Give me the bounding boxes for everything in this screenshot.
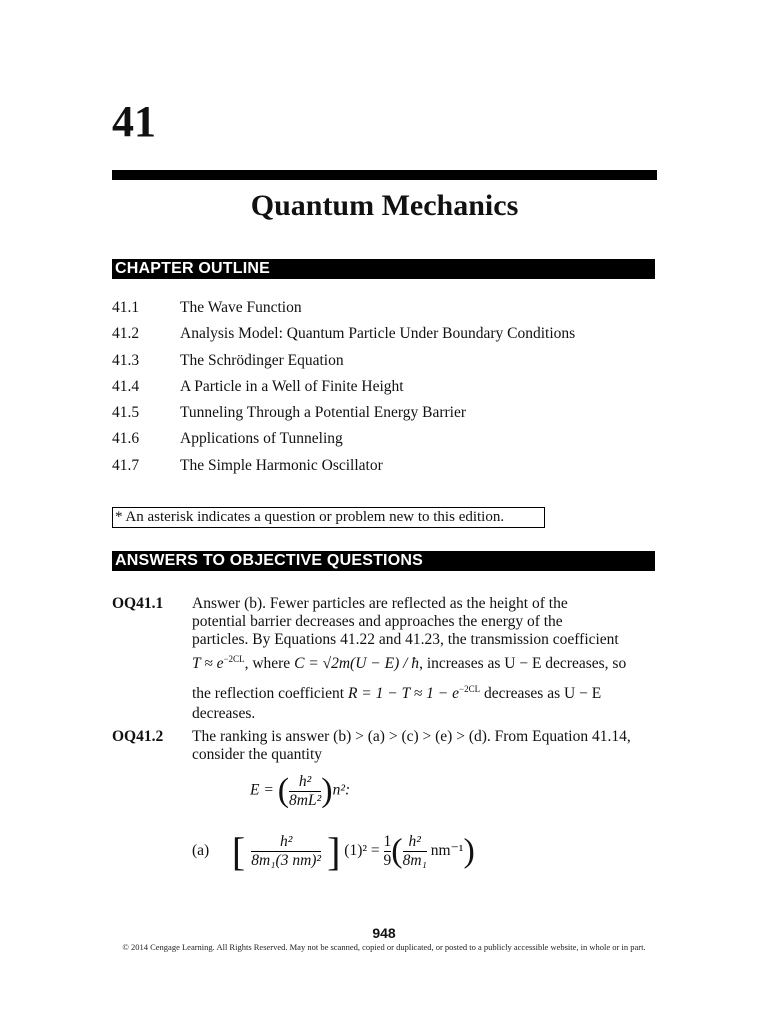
outline-item [112,350,672,376]
answer-text-line: , increases as U − E decreases, so [419,655,627,672]
paren-close: ) [463,832,475,870]
part-a-denominator: 8m₁(3 nm)² [251,852,322,869]
part-a-coef-denominator: 9 [383,852,392,869]
answer-equation-line [192,683,662,705]
chapter-outline-heading: CHAPTER OUTLINE [112,259,655,279]
outline-item-number: 41.6 [112,430,140,448]
energy-lhs: E = [250,781,274,799]
outline-item-title: A Particle in a Well of Finite Height [180,377,404,395]
question-label-oq41-2: OQ41.2 [112,728,164,745]
answer-equation-line [192,653,662,677]
answer-oq41-1 [192,595,662,723]
part-a-fraction-2 [403,833,427,870]
outline-item-number: 41.3 [112,351,140,369]
paren-open: ( [391,832,403,870]
paren-close: ) [321,772,333,809]
paren-open: ( [277,772,290,809]
outline-item-title: The Schrödinger Equation [180,351,344,369]
energy-numerator: h² [298,772,312,790]
energy-tail: n²: [332,781,351,799]
outline-item-title: Tunneling Through a Potential Energy Barrier [180,404,466,422]
outline-item [112,455,672,481]
answer-text-line: potential barrier decreases and approaches the energy of the [192,613,563,630]
outline-item [112,323,672,349]
outline-item-title: The Simple Harmonic Oscillator [180,456,383,474]
chapter-number: 41 [112,97,156,146]
chapter-title: Quantum Mechanics [250,189,519,222]
outline-item [112,297,672,323]
outline-item-number: 41.1 [112,299,140,316]
outline-item-title: The Wave Function [180,299,302,316]
chapter-outline-list [112,297,672,481]
answer-text-line: decreases. [192,705,256,722]
part-a-unit: nm⁻¹ [430,842,464,860]
copyright-notice: © 2014 Cengage Learning. All Rights Reserved. May not be scanned, copied or duplicated, or posted to a publicly accessible website, in whole or in part. [122,942,646,952]
part-a-denominator-2: 8m₁ [402,852,427,869]
part-a-middle: (1)² = [344,842,380,860]
part-a-numerator: h² [279,833,293,850]
bracket-open: [ [231,829,246,874]
part-a-coef-numerator: 1 [383,833,392,850]
transmission-equation: T ≈ e [192,655,224,672]
outline-item [112,402,672,428]
outline-item-number: 41.7 [112,456,140,474]
answer-oq41-2 [192,728,662,764]
where-text: , where [244,655,291,672]
question-label-oq41-1: OQ41.1 [112,595,164,612]
bracket-close: ] [327,829,341,874]
energy-fraction [289,773,321,810]
outline-item-number: 41.2 [112,325,140,343]
outline-item-number: 41.5 [112,404,140,422]
part-a-equation [192,828,475,875]
answers-heading: ANSWERS TO OBJECTIVE QUESTIONS [112,551,655,571]
answer-text-line: consider the quantity [192,746,322,763]
answer-text-line: the reflection coefficient [192,685,345,702]
part-a-fraction [245,833,327,870]
answer-text-line: decreases as U − E [483,685,602,702]
part-a-numerator-2: h² [408,833,421,850]
page-number: 948 [372,925,396,941]
answer-text-line: particles. By Equations 41.22 and 41.23, the transmission coefficient [192,631,619,648]
answer-text-line: Answer (b). Fewer particles are reflected as the height of the [192,595,568,612]
outline-item-number: 41.4 [112,377,140,395]
transmission-exponent: −2CL [223,654,245,664]
reflection-equation: R = 1 − T ≈ 1 − e [347,685,460,702]
energy-equation [250,772,350,810]
part-a-label: (a) [192,842,210,860]
chapter-rule [112,170,657,180]
outline-item-title: Applications of Tunneling [180,430,343,448]
energy-denominator: 8mL² [289,791,322,809]
reflection-exponent: −2CL [459,684,481,694]
outline-item [112,428,672,454]
outline-item-title: Analysis Model: Quantum Particle Under Boundary Conditions [180,325,576,343]
outline-item [112,376,672,402]
asterisk-note: * An asterisk indicates a question or problem new to this edition. [112,507,545,528]
c-equation: C = √2m(U − E) / ħ [294,655,420,672]
answer-text-line: The ranking is answer (b) > (a) > (c) > (e) > (d). From Equation 41.14, [192,728,631,745]
